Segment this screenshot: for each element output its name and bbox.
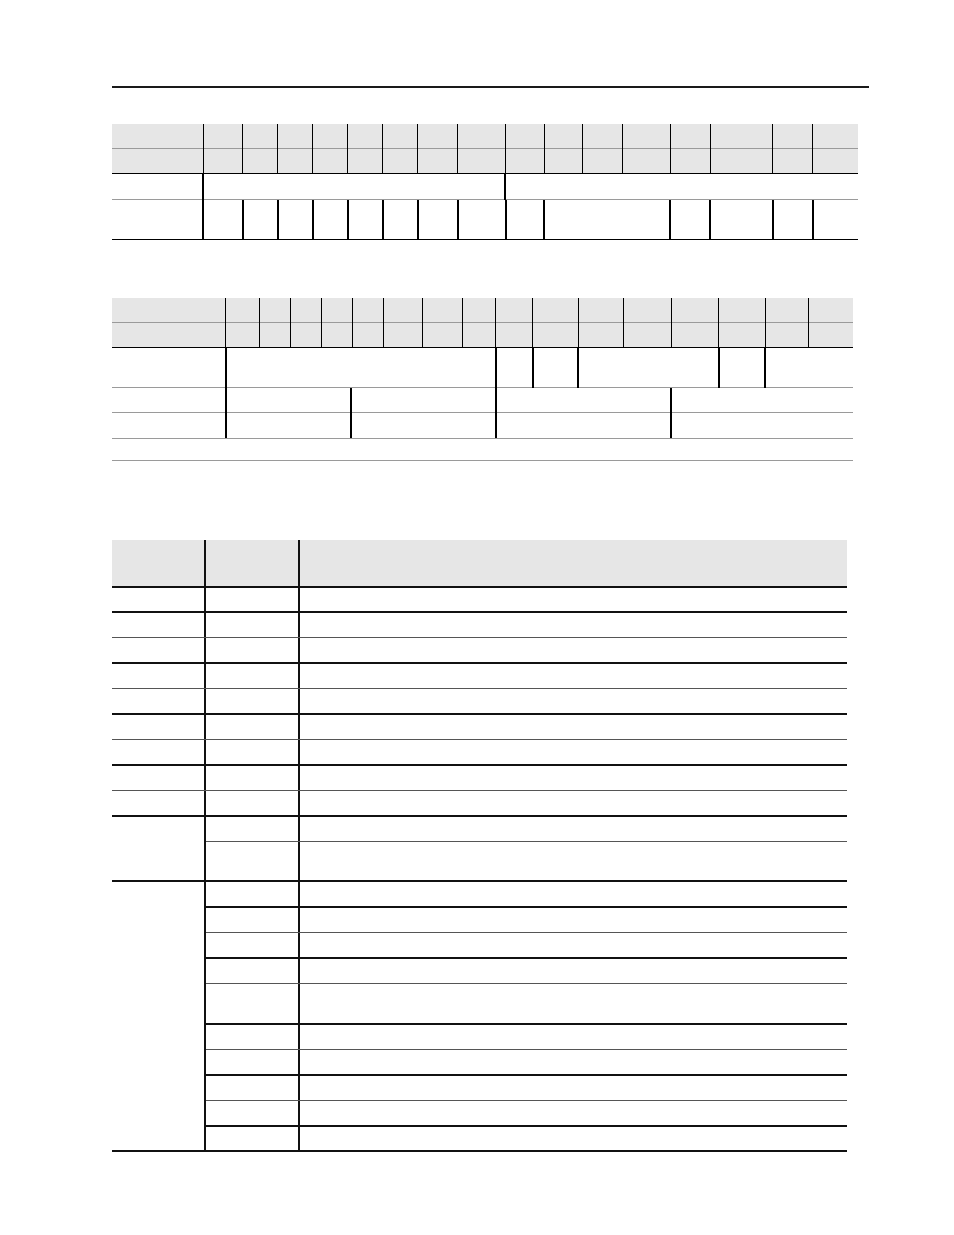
register-1-bit-row-2 bbox=[112, 149, 858, 173]
description-table-header bbox=[112, 540, 847, 586]
page-header-rule bbox=[112, 86, 869, 88]
register-table-1 bbox=[112, 124, 858, 240]
register-table-2 bbox=[112, 298, 853, 461]
column-divider-2 bbox=[298, 540, 300, 1152]
register-2-bit-row bbox=[112, 298, 853, 322]
register-1-bit-row bbox=[112, 124, 858, 148]
column-divider-1 bbox=[204, 540, 206, 1152]
field-description-table bbox=[112, 540, 847, 1152]
register-2-bit-row-2 bbox=[112, 323, 853, 347]
